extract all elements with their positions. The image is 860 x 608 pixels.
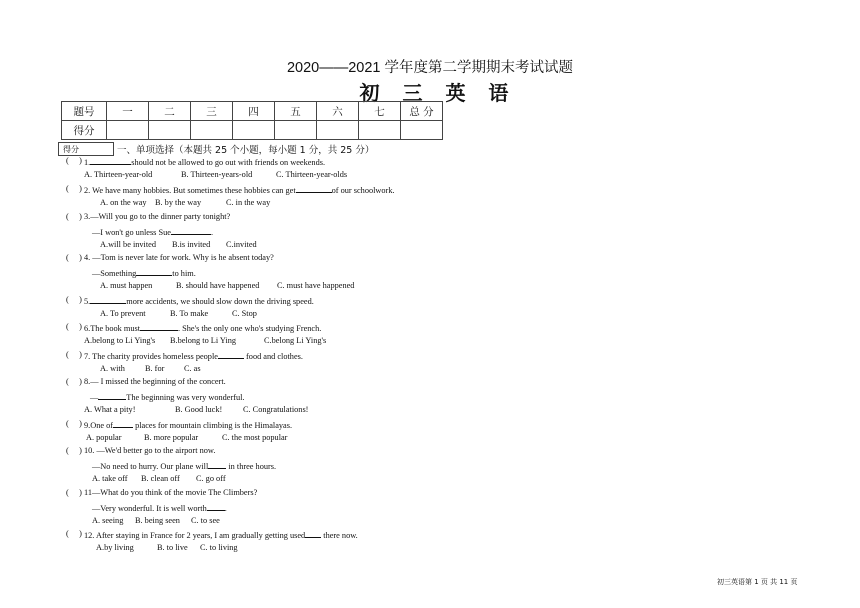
question-stem-reply: —I won't go unless Sue . [92,228,214,237]
option-b: B. clean off [141,474,180,483]
score-header-cell: 总 分 [401,102,443,121]
answer-paren[interactable]: ( ) [66,322,82,331]
option-b: B. Good luck! [175,405,223,414]
exam-title: 2020——2021 学年度第二学期期末考试试题 [286,60,574,76]
question-stem: 9.One of places for mountain climbing is the Himalayas. [84,421,293,430]
question-stem: 11—What do you think of the movie The Climbers? [84,488,258,497]
score-header-cell: 二 [149,102,191,121]
option-a: A. To prevent [100,309,146,318]
option-c: C. in the way [226,198,271,207]
blank [305,529,321,538]
answer-paren[interactable]: ( ) [66,377,82,386]
option-b: B.is invited [172,240,211,249]
page-footer: 初三英语第 1 页 共 11 页 [717,578,798,586]
score-cell[interactable] [191,121,233,140]
question-stem: 12. After staying in France for 2 years, I am gradually getting used there now. [84,531,358,540]
option-a: A. take off [92,474,128,483]
score-cell[interactable] [317,121,359,140]
question-stem: 10. —We'd better go to the airport now. [84,446,216,455]
question-stem-reply: — The beginning was very wonderful. [90,393,245,402]
blank [171,226,211,235]
blank [98,391,126,400]
blank [208,460,226,469]
option-c: C. go off [196,474,226,483]
score-cell[interactable] [107,121,149,140]
option-c: C. must have happened [277,281,355,290]
blank [140,322,178,331]
option-b: B. more popular [144,433,199,442]
score-header-cell: 五 [275,102,317,121]
score-cell[interactable] [233,121,275,140]
answer-paren[interactable]: ( ) [66,419,82,428]
option-c: C. to see [191,516,220,525]
option-c: C. Stop [232,309,257,318]
option-b: B. To make [170,309,209,318]
option-b: B. being seen [135,516,180,525]
score-row-label: 得分 [62,121,107,140]
question-stem: 5. more accidents, we should slow down the driving speed. [84,297,314,306]
answer-paren[interactable]: ( ) [66,529,82,538]
option-a: A.belong to Li Ying's [84,336,156,345]
option-a: A. with [100,364,125,373]
question-stem: 1. should not be allowed to go out with friends on weekends. [84,158,326,167]
score-cell[interactable] [401,121,443,140]
blank [90,295,126,304]
option-b: B. for [145,364,165,373]
answer-paren[interactable]: ( ) [66,156,82,165]
score-header-cell: 四 [233,102,275,121]
option-a: A. must happen [100,281,153,290]
blank [90,156,131,165]
option-c: C.invited [226,240,257,249]
answer-paren[interactable]: ( ) [66,212,82,221]
option-b: B. should have happened [176,281,260,290]
option-c: C. the most popular [222,433,288,442]
question-stem: 8.— I missed the beginning of the concert. [84,377,226,386]
answer-paren[interactable]: ( ) [66,350,82,359]
question-stem: 6.The book must . She's the only one who's studying French. [84,324,322,333]
option-b: B.belong to Li Ying [170,336,237,345]
option-b: B. Thirteen-years-old [181,170,253,179]
section-title: 一、单项选择（本题共 25 个小题，每小题 1 分，共 25 分） [117,145,375,156]
answer-paren[interactable]: ( ) [66,488,82,497]
answer-paren[interactable]: ( ) [66,295,82,304]
score-table-header-row [62,102,443,121]
answer-paren[interactable]: ( ) [66,446,82,455]
blank [296,184,332,193]
option-b: B. by the way [155,198,202,207]
score-header-cell: 一 [107,102,149,121]
option-a: A.by living [96,543,134,552]
option-c: C. Thirteen-year-olds [276,170,348,179]
exam-subject: 初 三 英 语 [359,81,517,105]
answer-paren[interactable]: ( ) [66,253,82,262]
question-stem: 3.—Will you go to the dinner party tonight? [84,212,231,221]
score-header-cell: 三 [191,102,233,121]
option-a: A. seeing [92,516,124,525]
question-stem: 7. The charity provides homeless people food and clothes. [84,352,303,361]
score-cell[interactable] [149,121,191,140]
score-header-cell: 题号 [62,102,107,121]
score-header-cell: 七 [359,102,401,121]
option-c: C. to living [200,543,238,552]
question-stem-reply: —Something to him. [92,269,196,278]
option-a: A. What a pity! [84,405,136,414]
option-a: A.will be invited [100,240,156,249]
answer-paren[interactable]: ( ) [66,184,82,193]
section-score-box: 得分 [58,142,114,156]
option-b: B. to live [157,543,188,552]
score-cell[interactable] [359,121,401,140]
score-table-score-row [62,121,443,140]
blank [136,267,172,276]
option-a: A. Thirteen-year-old [84,170,153,179]
option-a: A. on the way [100,198,147,207]
blank [207,502,225,511]
question-stem-reply: —Very wonderful. It is well worth . [92,504,227,513]
blank [113,419,133,428]
question-stem: 4. —Tom is never late for work. Why is he absent today? [84,253,274,262]
blank [218,350,244,359]
option-c: C.belong Li Ying's [264,336,327,345]
score-cell[interactable] [275,121,317,140]
option-a: A. popular [86,433,122,442]
score-table [61,101,443,140]
question-stem: 2. We have many hobbies. But sometimes these hobbies can get of our schoolwork. [84,186,395,195]
option-c: C. Congratulations! [243,405,309,414]
question-stem-reply: —No need to hurry. Our plane will in three hours. [92,462,277,471]
option-c: C. as [184,364,201,373]
score-header-cell: 六 [317,102,359,121]
